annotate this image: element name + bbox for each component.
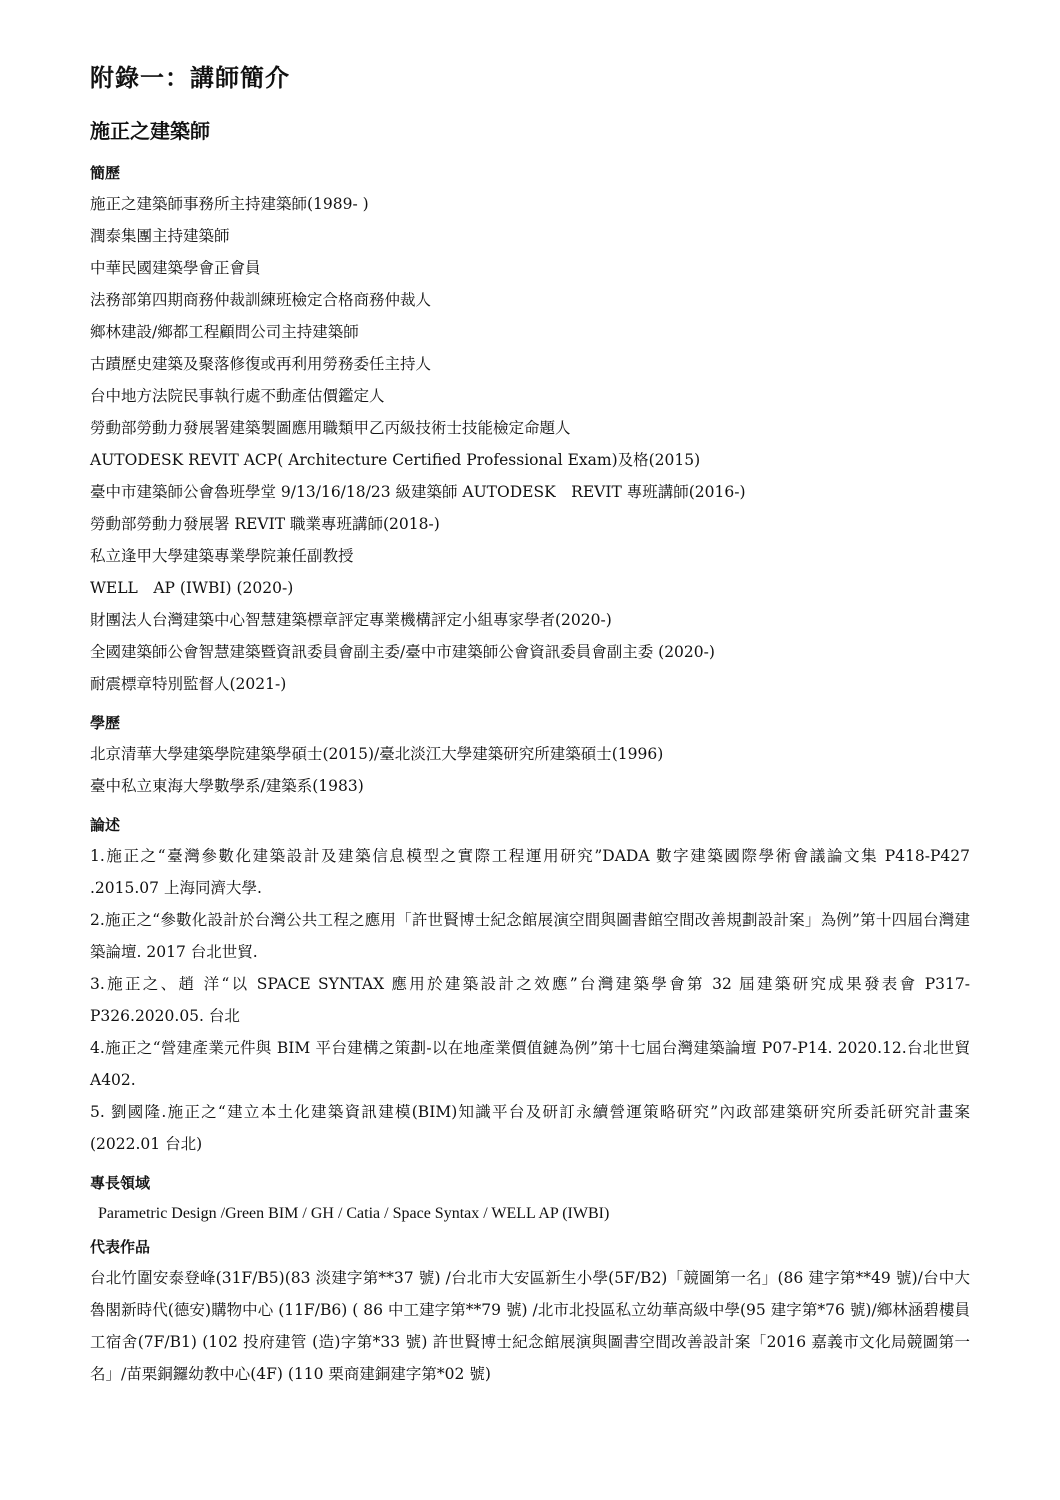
resume-item: WELL AP (IWBI) (2020-) <box>90 579 294 597</box>
resume-item: 台中地方法院民事執行處不動產估價鑑定人 <box>90 387 385 405</box>
resume-list <box>90 188 970 700</box>
page-title: 附錄一：講師簡介 <box>90 64 290 92</box>
resume-heading: 簡歷 <box>90 164 121 182</box>
publication-item: 1.施正之“臺灣參數化建築設計及建築信息模型之實際工程運用研究”DADA 數字建築國際學術會議論文集 P418-P427 .2015.07 上海同濟大學. <box>90 847 970 897</box>
publication-item: 3.施正之、趙 洋“以 SPACE SYNTAX 應用於建築設計之效應”台灣建築學會第 32 屆建築研究成果發表會 P317-P326.2020.05. 台北 <box>90 975 970 1025</box>
works-heading: 代表作品 <box>90 1238 151 1256</box>
publication-item: 4.施正之“營建產業元件與 BIM 平台建構之策劃-以在地產業價值鏈為例”第十七屆台灣建築論壇 P07-P14. 2020.12.台北世貿 A402. <box>90 1039 970 1089</box>
person-name: 施正之建築師 <box>90 119 210 143</box>
publication-item: 2.施正之“參數化設計於台灣公共工程之應用「許世賢博士紀念館展演空間與圖書館空間改善規劃設計案」為例”第十四屆台灣建築論壇. 2017 台北世貿. <box>90 911 970 961</box>
specialty-section <box>90 1170 970 1230</box>
resume-section <box>90 160 970 700</box>
works-text: 台北竹圍安泰登峰(31F/B5)(83 淡建字第**37 號) /台北市大安區新生小學(5F/B2)「競圖第一名」(86 建字第**49 號)/台中大魯閣新時代(德安)購物中心 (11F/B6) ( 86 中工建字第**79 號) /北市北投區私立幼華高級中學(95 建字第*76 號)/鄉林涵碧樓員工宿舍(7F/B1) (102 投府建管 (造)字第*33 號) 許世賢博士紀念館展演與圖書空間改善設計案「2016 嘉義市文化局競圖第一名」/苗栗銅鑼幼教中心(4F) (110 栗商建銅建字第*02 號) <box>90 1269 970 1383</box>
resume-item: 私立逢甲大學建築專業學院兼任副教授 <box>90 547 354 565</box>
education-section <box>90 710 970 802</box>
resume-item: 古蹟歷史建築及聚落修復或再利用勞務委任主持人 <box>90 355 432 373</box>
resume-item: 法務部第四期商務仲裁訓練班檢定合格商務仲裁人 <box>90 291 432 309</box>
resume-item: 施正之建築師事務所主持建築師(1989- ) <box>90 195 369 213</box>
document-page <box>90 60 970 1400</box>
publications-section <box>90 812 970 1160</box>
publications-list <box>90 840 970 1160</box>
works-section <box>90 1234 970 1390</box>
resume-item: 中華民國建築學會正會員 <box>90 259 261 277</box>
resume-item: 鄉林建設/鄉都工程顧問公司主持建築師 <box>90 323 359 341</box>
resume-item: 潤泰集團主持建築師 <box>90 227 230 245</box>
publication-item: 5. 劉國隆.施正之“建立本土化建築資訊建模(BIM)知識平台及研訂永續營運策略研究”內政部建築研究所委託研究計畫案(2022.01 台北) <box>90 1103 970 1153</box>
resume-item: 勞動部勞動力發展署建築製圖應用職類甲乙丙級技術士技能檢定命題人 <box>90 419 571 437</box>
resume-item: 耐震標章特別監督人(2021-) <box>90 675 287 693</box>
specialty-text: Parametric Design /Green BIM / GH / Catia / Space Syntax / WELL AP (IWBI) <box>98 1205 610 1222</box>
education-heading: 學歷 <box>90 714 121 732</box>
resume-item: 臺中市建築師公會魯班學堂 9/13/16/18/23 級建築師 AUTODESK REVIT 專班講師(2016-) <box>90 483 746 501</box>
education-item: 北京清華大學建築學院建築學碩士(2015)/臺北淡江大學建築研究所建築碩士(1996) <box>90 745 664 763</box>
resume-item: 勞動部勞動力發展署 REVIT 職業專班講師(2018-) <box>90 515 440 533</box>
education-list <box>90 738 970 802</box>
resume-item: AUTODESK REVIT ACP( Architecture Certified Professional Exam)及格(2015) <box>90 451 701 469</box>
education-item: 臺中私立東海大學數學系/建築系(1983) <box>90 777 364 795</box>
publications-heading: 論述 <box>90 816 121 834</box>
resume-item: 全國建築師公會智慧建築暨資訊委員會副主委/臺中市建築師公會資訊委員會副主委 (2020-) <box>90 643 715 661</box>
specialty-heading: 專長領域 <box>90 1174 151 1192</box>
resume-item: 財團法人台灣建築中心智慧建築標章評定專業機構評定小組專家學者(2020-) <box>90 611 612 629</box>
